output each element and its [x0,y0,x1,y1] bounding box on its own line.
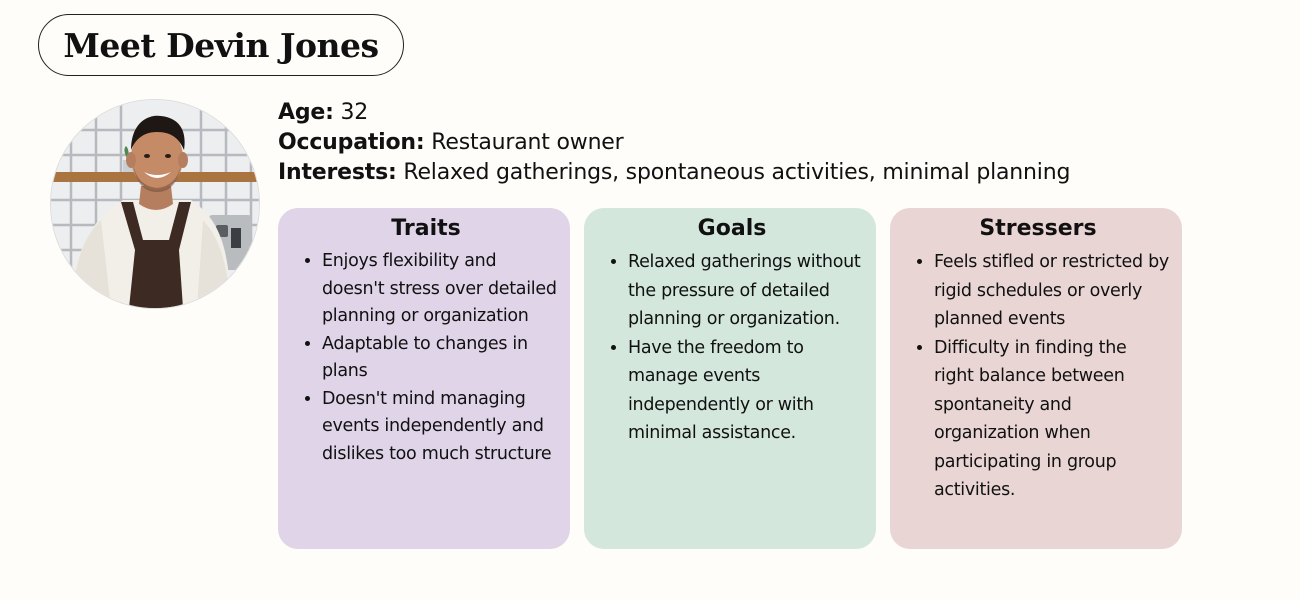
page-title: Meet Devin Jones [63,25,379,65]
interests-row [278,158,1070,188]
traits-list [294,248,558,468]
avatar-photo [51,100,259,308]
age-row [278,98,1070,128]
stressers-list [906,248,1170,505]
occupation-label: Occupation: [278,130,425,155]
list-item: • Relaxed gatherings without the pressure of detailed planning or organization. [628,248,864,334]
list-item: • Have the freedom to manage events independently or with minimal assistance. [628,334,864,448]
interests-label: Interests: [278,160,397,185]
age-label: Age: [278,100,334,125]
list-item: • Adaptable to changes in plans [322,331,558,386]
title-pill [38,14,404,76]
traits-card [278,208,570,549]
traits-title: Traits [391,216,461,241]
interests-value: Relaxed gatherings, spontaneous activities, minimal planning [396,160,1071,185]
goals-card [584,208,876,549]
avatar [51,100,259,308]
profile-info [278,98,1070,188]
list-item: • Difficulty in finding the right balance between spontaneity and organization when participating in group activities. [934,334,1170,505]
age-value: 32 [333,100,369,125]
occupation-value: Restaurant owner [424,130,624,155]
stressers-card [890,208,1182,549]
list-item: • Doesn't mind managing events independently and dislikes too much structure [322,386,558,469]
list-item: • Enjoys flexibility and doesn't stress over detailed planning or organization [322,248,558,331]
list-item: • Feels stifled or restricted by rigid schedules or overly planned events [934,248,1170,334]
goals-title: Goals [697,216,767,241]
occupation-row [278,128,1070,158]
goals-list [600,248,864,448]
stressers-title: Stressers [979,216,1097,241]
